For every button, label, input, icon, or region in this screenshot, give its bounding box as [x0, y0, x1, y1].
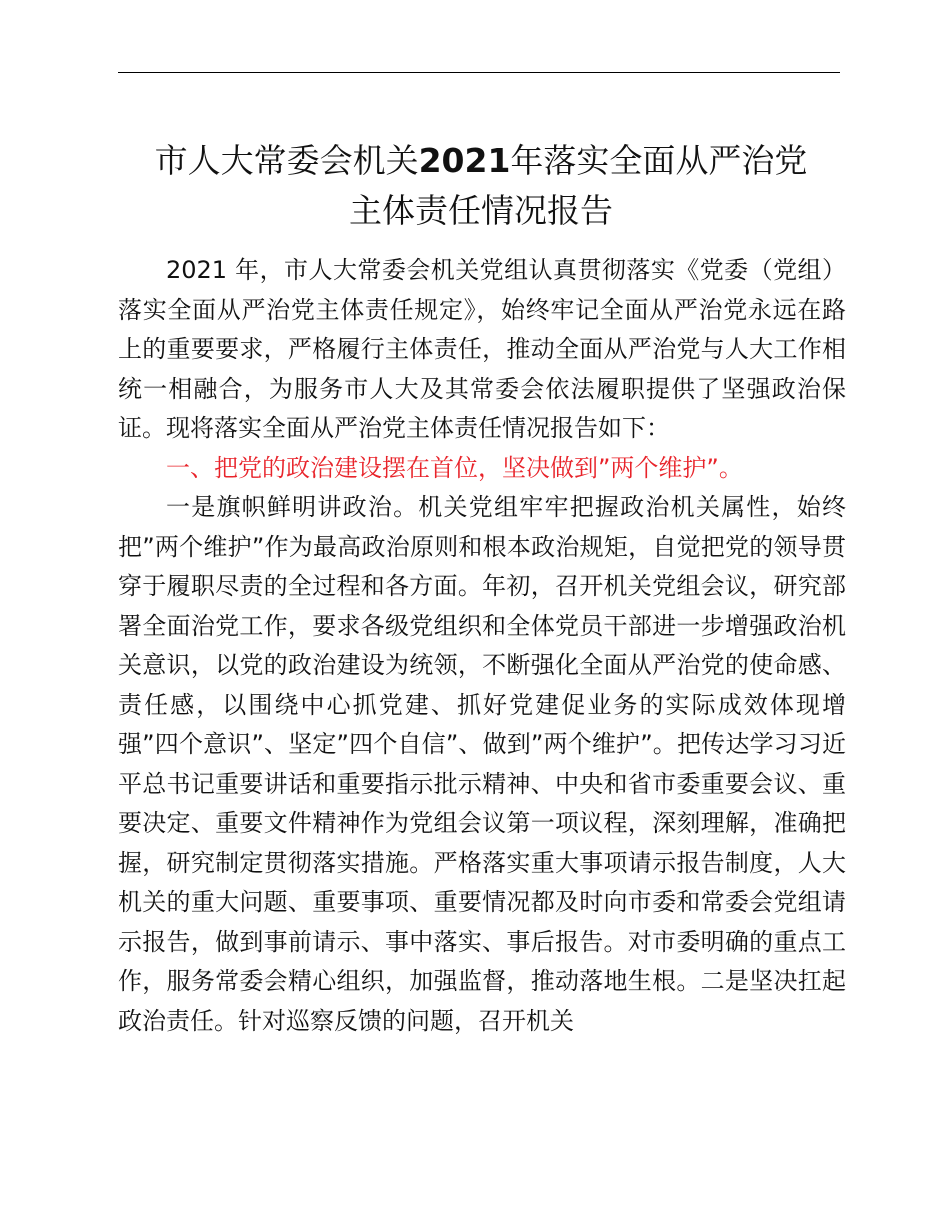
title-line-1-suffix: 年落实全面从严治党 — [510, 141, 808, 180]
title-line-2: 主体责任情况报告 — [349, 191, 613, 230]
title-year: 2021 — [418, 141, 511, 180]
document-title — [100, 136, 862, 236]
header-rule — [118, 72, 840, 73]
document-body — [118, 251, 846, 1041]
body-paragraph: 一是旗帜鲜明讲政治。机关党组牢牢把握政治机关属性，始终把”两个维护”作为最高政治原则和根本政治规矩，自觉把党的领导贯穿于履职尽责的全过程和各方面。年初，召开机关党组会议，研究部署全面治党工作，要求各级党组织和全体党员干部进一步增强政治机关意识，以党的政治建设为统领，不断强化全面从严治党的使命感、责任感，以围绕中心抓党建、抓好党建促业务的实际成效体现增强”四个意识”、坚定”四个自信”、做到”两个维护”。把传达学习习近平总书记重要讲话和重要指示批示精神、中央和省市委重要会议、重要决定、重要文件精神作为党组会议第一项议程，深刻理解，准确把握，研究制定贯彻落实措施。严格落实重大事项请示报告制度，人大机关的重大问题、重要事项、重要情况都及时向市委和常委会党组请示报告，做到事前请示、事中落实、事后报告。对市委明确的重点工作，服务常委会精心组织，加强监督，推动落地生根。二是坚决扛起政治责任。针对巡察反馈的问题，召开机关 — [118, 493, 846, 1035]
section-heading-1: 一、把党的政治建设摆在首位，坚决做到”两个维护”。 — [166, 453, 743, 482]
intro-paragraph: 2021 年，市人大常委会机关党组认真贯彻落实《党委（党组）落实全面从严治党主体责任规定》，始终牢记全面从严治党永远在路上的重要要求，严格履行主体责任，推动全面从严治党与人大工作相统一相融合，为服务市人大及其常委会依法履职提供了坚强政治保证。现将落实全面从严治党主体责任情况报告如下： — [118, 256, 846, 442]
title-line-1-prefix: 市人大常委会机关 — [154, 141, 419, 180]
title-line-1 — [100, 136, 862, 186]
